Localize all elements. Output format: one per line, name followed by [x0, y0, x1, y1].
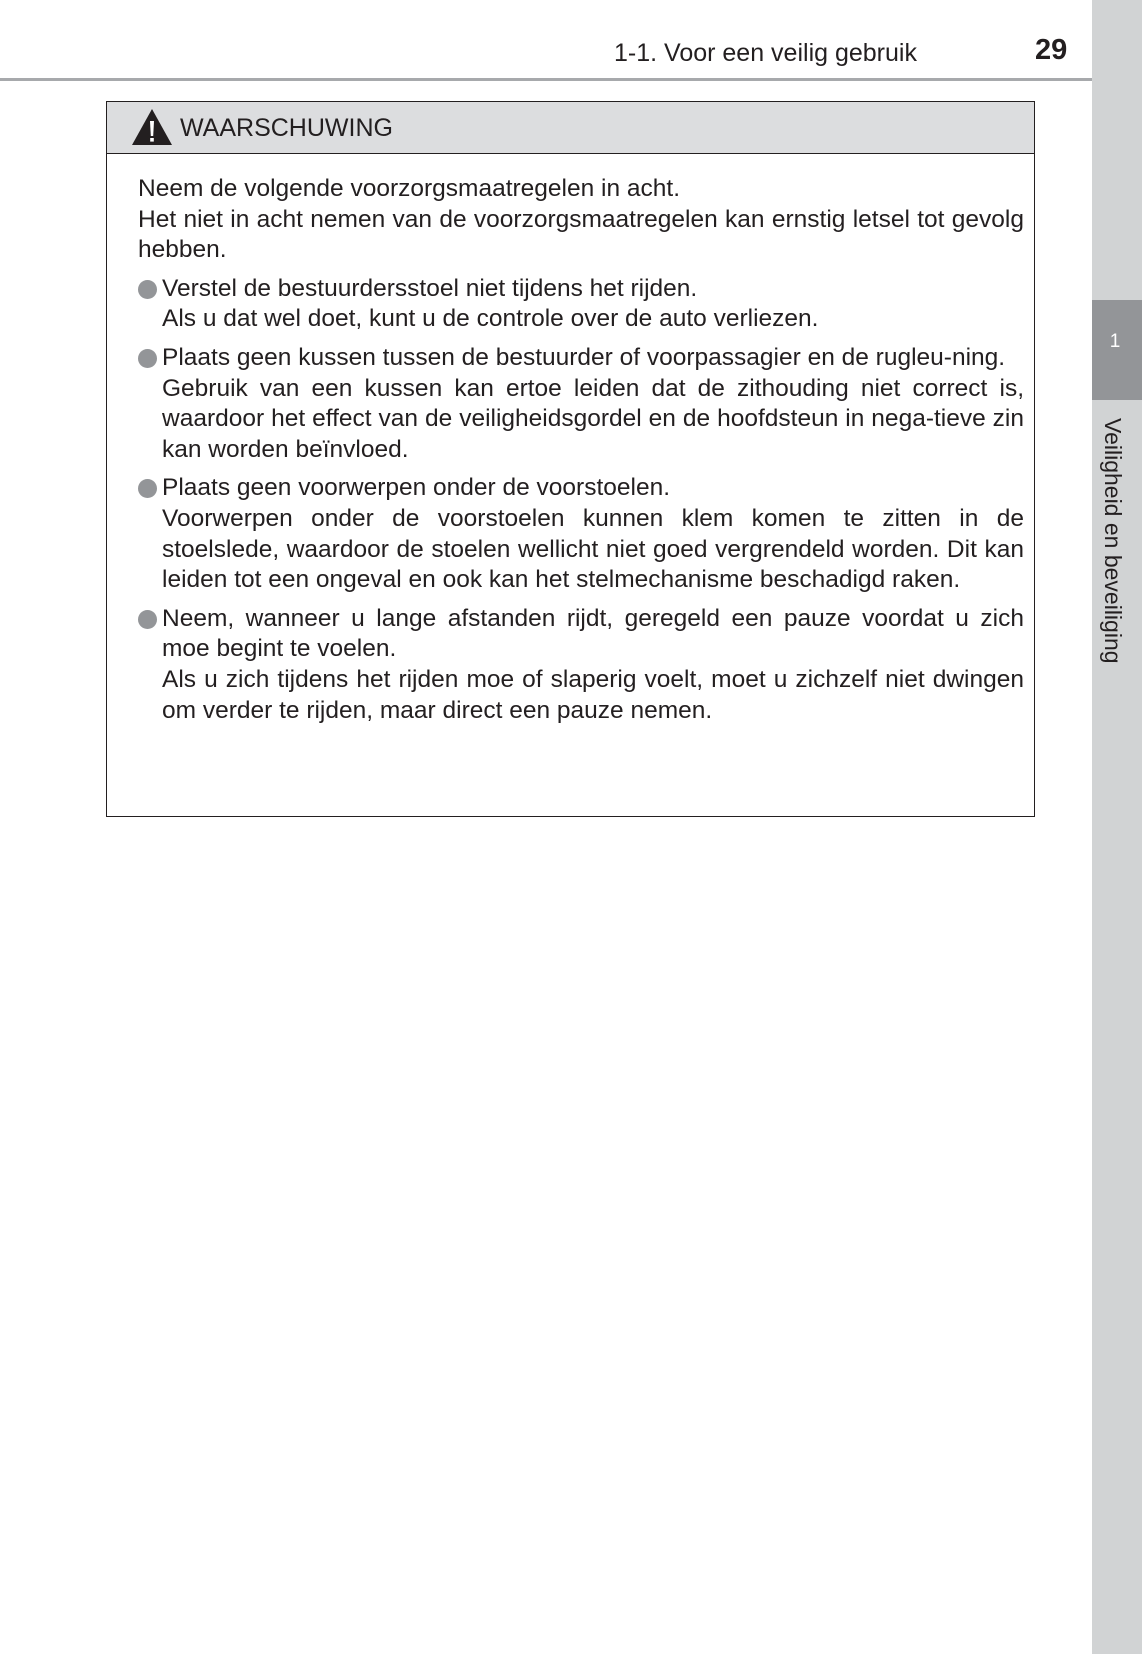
- bullet-icon: [138, 479, 157, 498]
- item-lead: Plaats geen voorwerpen onder de voorstoelen.: [162, 474, 671, 502]
- list-item: [138, 604, 1024, 726]
- side-strip: [1092, 0, 1142, 1654]
- item-detail: Voorwerpen onder de voorstoelen kunnen klem komen te zitten in de stoelslede, waardoor de stoelen wellicht niet goed vergrendeld worden. Dit kan leiden tot een ongeval en ook kan het stelmechanisme beschadigd raken.: [162, 504, 1024, 594]
- bullet-icon: [138, 349, 157, 368]
- warning-box: [106, 101, 1035, 817]
- warning-title: WAARSCHUWING: [180, 114, 393, 142]
- warning-intro: [138, 174, 1024, 266]
- chapter-tab-number: 1: [1109, 331, 1121, 352]
- list-item: [138, 473, 1024, 595]
- section-title: 1-1. Voor een veilig gebruik: [614, 39, 917, 67]
- chapter-label: Veiligheid en beveiliging: [1100, 418, 1126, 664]
- page-number: 29: [1035, 34, 1068, 66]
- warning-body: [138, 174, 1024, 734]
- item-detail: Als u dat wel doet, kunt u de controle over de auto verliezen.: [162, 305, 819, 333]
- bullet-icon: [138, 280, 157, 299]
- header-rule: [0, 78, 1092, 81]
- list-item: [138, 274, 1024, 335]
- precaution-list: [138, 274, 1024, 726]
- intro-line: Neem de volgende voorzorgsmaatregelen in acht.: [138, 175, 681, 202]
- item-lead: Neem, wanneer u lange afstanden rijdt, geregeld een pauze voordat u zich moe begint te voelen.: [162, 604, 1024, 663]
- warning-triangle-icon: [131, 108, 173, 146]
- item-detail: Gebruik van een kussen kan ertoe leiden dat de zithouding niet correct is, waardoor het effect van de veiligheidsgordel en de hoofdsteun in nega-tieve zin kan worden beïnvloed.: [162, 374, 1024, 463]
- item-lead: Verstel de bestuurdersstoel niet tijdens het rijden.: [162, 274, 698, 302]
- warning-header: [107, 102, 1034, 154]
- item-detail: Als u zich tijdens het rijden moe of slaperig voelt, moet u zichzelf niet dwingen om verder te rijden, maar direct een pauze nemen.: [162, 665, 1024, 724]
- item-lead: Plaats geen kussen tussen de bestuurder of voorpassagier en de rugleu-ning.: [162, 343, 1006, 371]
- intro-line: Het niet in acht nemen van de voorzorgsmaatregelen kan ernstig letsel tot gevolg hebben.: [138, 205, 1024, 264]
- list-item: [138, 343, 1024, 465]
- bullet-icon: [138, 610, 157, 629]
